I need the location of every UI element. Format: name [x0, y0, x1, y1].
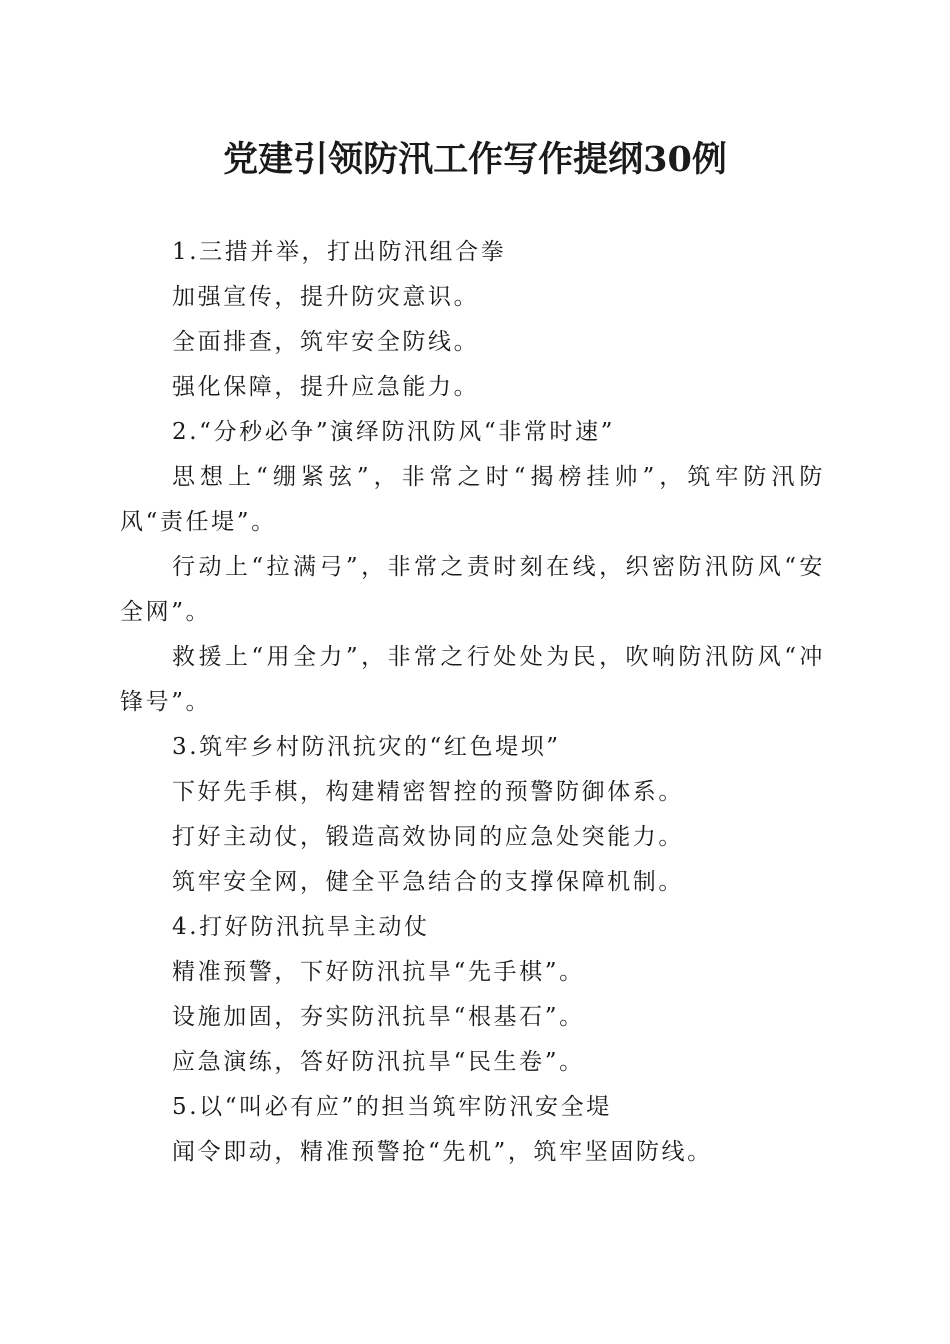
- paragraph: 救援上“用全力”，非常之行处处为民，吹响防汛防风“冲锋号”。: [120, 644, 825, 715]
- document-title: 党建引领防汛工作写作提纲30例: [223, 139, 727, 180]
- paragraph: 3.筑牢乡村防汛抗灾的“红色堤坝”: [172, 734, 561, 760]
- paragraph: 下好先手棋，构建精密智控的预警防御体系。: [172, 779, 684, 805]
- paragraph: 闻令即动，精准预警抢“先机”，筑牢坚固防线。: [172, 1139, 713, 1165]
- paragraph: 5.以“叫必有应”的担当筑牢防汛安全堤: [172, 1094, 612, 1120]
- paragraph: 筑牢安全网，健全平急结合的支撑保障机制。: [172, 869, 684, 895]
- paragraph: 全面排查，筑牢安全防线。: [172, 329, 480, 355]
- document-body: [120, 230, 825, 1175]
- paragraph: 设施加固，夯实防汛抗旱“根基石”。: [172, 1004, 585, 1030]
- paragraph: 精准预警，下好防汛抗旱“先手棋”。: [172, 959, 585, 985]
- paragraph: 4.打好防汛抗旱主动仗: [172, 914, 430, 940]
- paragraph: 行动上“拉满弓”，非常之责时刻在线，织密防汛防风“安全网”。: [120, 554, 825, 625]
- paragraph: 思想上“绷紧弦”，非常之时“揭榜挂帅”，筑牢防汛防风“责任堤”。: [120, 464, 825, 535]
- paragraph: 加强宣传，提升防灾意识。: [172, 284, 480, 310]
- paragraph: 1.三措并举，打出防汛组合拳: [172, 239, 507, 265]
- paragraph: 应急演练，答好防汛抗旱“民生卷”。: [172, 1049, 585, 1075]
- paragraph: 2.“分秒必争”演绎防汛防风“非常时速”: [172, 419, 615, 445]
- paragraph: 打好主动仗，锻造高效协同的应急处突能力。: [172, 824, 684, 850]
- paragraph: 强化保障，提升应急能力。: [172, 374, 480, 400]
